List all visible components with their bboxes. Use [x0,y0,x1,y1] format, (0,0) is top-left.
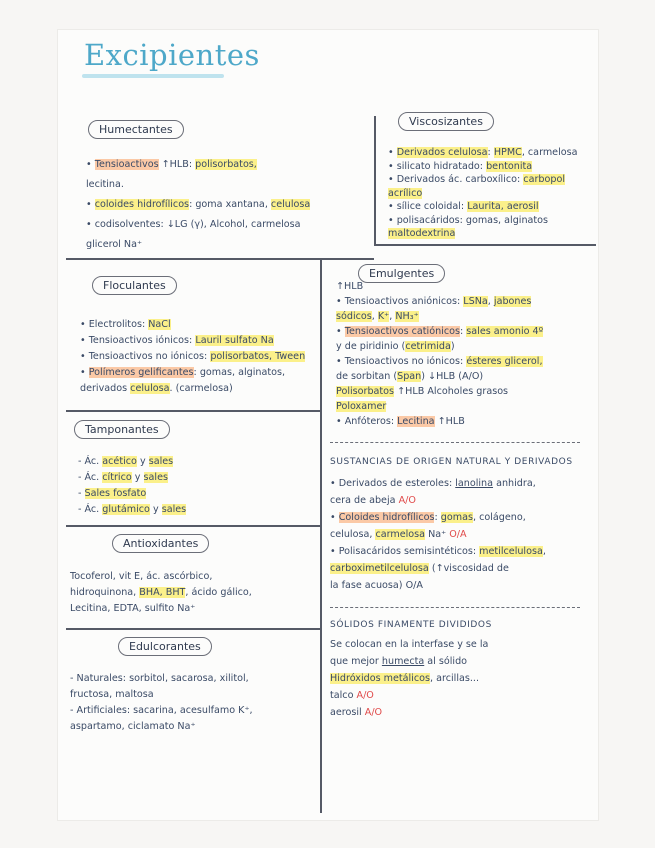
divider-horizontal-top-right [374,244,596,246]
floculantes-line: derivados celulosa. (carmelosa) [80,383,233,394]
divider-horizontal-left-3 [66,525,320,527]
humectantes-line: glicerol Na⁺ [86,239,143,250]
solidos-line: talco A/O [330,690,374,701]
divider-horizontal-left-1 [66,258,374,260]
floculantes-line: • Tensioactivos no iónicos: polisorbatos, Tween [80,351,306,362]
antioxidantes-line: Lecitina, EDTA, sulfito Na⁺ [70,603,196,614]
viscosizantes-line: maltodextrina [388,228,456,239]
edulcorantes-line: - Naturales: sorbitol, sacarosa, xilitol, [70,673,249,684]
solidos-line: Se colocan en la interfase y se la [330,639,489,650]
sustancias-line: la fase acuosa) O/A [330,580,423,591]
viscosizantes-line: • silicato hidratado: bentonita [388,160,533,172]
section-label-edulcorantes: Edulcorantes [118,637,212,656]
emulgentes-line: Polisorbatos ↑HLB Alcoholes grasos [336,386,509,397]
solidos-line: Hidróxidos metálicos, arcillas... [330,673,480,684]
tamponantes-line: - Ác. cítrico y sales [78,472,168,483]
section-label-tamponantes: Tamponantes [74,420,170,439]
section-label-floculantes: Floculantes [92,276,177,295]
sustancias-heading-text: SUSTANCIAS DE ORIGEN NATURAL Y DERIVADOS [330,457,573,467]
sustancias-line: cera de abeja A/O [330,495,416,506]
emulgentes-line: sódicos, K⁺, NH₃⁺ [336,311,419,322]
section-label-viscosizantes: Viscosizantes [398,112,494,131]
humectantes-line: lecitina. [86,179,124,190]
tamponantes-line: - Ác. acético y sales [78,456,174,467]
viscosizantes-line: acrílico [388,187,423,199]
tamponantes-line: - Sales fosfato [78,488,147,499]
emulgentes-line: • Tensioactivos aniónicos: LSNa, jabones [336,296,532,307]
antioxidantes-line: Tocoferol, vit E, ác. ascórbico, [70,571,213,582]
viscosizantes-line: • Derivados ác. carboxílico: carbopol [388,174,565,185]
divider-horizontal-left-2 [66,410,320,412]
section-label-humectantes: Humectantes [88,120,184,139]
title-underline [82,74,224,78]
emulgentes-line: Poloxamer [336,401,387,412]
floculantes-line: • Electrolitos: NaCl [80,319,171,330]
sustancias-line: • Derivados de esteroles: lanolina anhidra, [330,478,536,489]
viscosizantes-line: • polisacáridos: gomas, alginatos [388,214,549,226]
floculantes-line: • Polímeros gelificantes: gomas, alginatos, [80,367,286,378]
viscosizantes-line: • Derivados celulosa: HPMC, carmelosa [388,147,578,158]
sustancias-line: celulosa, carmelosa Na⁺ O/A [330,529,467,540]
emulgentes-line: • Tensioactivos catiónicos: sales amonio 4º [336,326,544,337]
tamponantes-line: - Ác. glutámico y sales [78,504,187,515]
emulgentes-line: ↑HLB [336,281,364,292]
floculantes-line: • Tensioactivos iónicos: Lauril sulfato Na [80,335,274,346]
emulgentes-line: de sorbitan (Span) ↓HLB (A/O) [336,371,484,382]
divider-vertical-top [374,116,376,244]
emulgentes-line: • Anfóteros: Lecitina ↑HLB [336,416,465,427]
divider-horizontal-left-4 [66,628,320,630]
humectantes-line: • codisolventes: ↓LG (γ), Alcohol, carmelosa [86,219,301,230]
divider-dashed-2 [330,607,580,608]
sustancias-line: • Coloides hidrofílicos: gomas, colágeno, [330,512,526,523]
solidos-heading-text: SÓLIDOS FINAMENTE DIVIDIDOS [330,620,492,630]
sustancias-line: • Polisacáridos semisintéticos: metilcelulosa, [330,546,546,557]
humectantes-line: • coloides hidrofílicos: goma xantana, celulosa [86,199,311,210]
sustancias-line: carboximetilcelulosa (↑viscosidad de [330,563,509,574]
solidos-line: que mejor humecta al sólido [330,656,468,667]
section-label-emulgentes: Emulgentes [358,264,445,283]
humectantes-line: • Tensioactivos ↑HLB: polisorbatos, [86,159,257,170]
edulcorantes-line: - Artificiales: sacarina, acesulfamo K⁺, [70,705,253,716]
emulgentes-line: y de piridinio (cetrimida) [336,341,455,352]
emulgentes-line: • Tensioactivos no iónicos: ésteres glicerol, [336,356,543,367]
edulcorantes-line: fructosa, maltosa [70,689,154,700]
section-label-antioxidantes: Antioxidantes [112,534,209,553]
page-title: Excipientes [84,38,260,72]
solidos-line: aerosil A/O [330,707,383,718]
antioxidantes-line: hidroquinona, BHA, BHT, ácido gálico, [70,587,252,598]
viscosizantes-line: • sílice coloidal: Laurita, aerosil [388,201,539,212]
edulcorantes-line: aspartamo, ciclamato Na⁺ [70,721,196,732]
divider-vertical-main [320,258,322,813]
divider-dashed-1 [330,442,580,443]
